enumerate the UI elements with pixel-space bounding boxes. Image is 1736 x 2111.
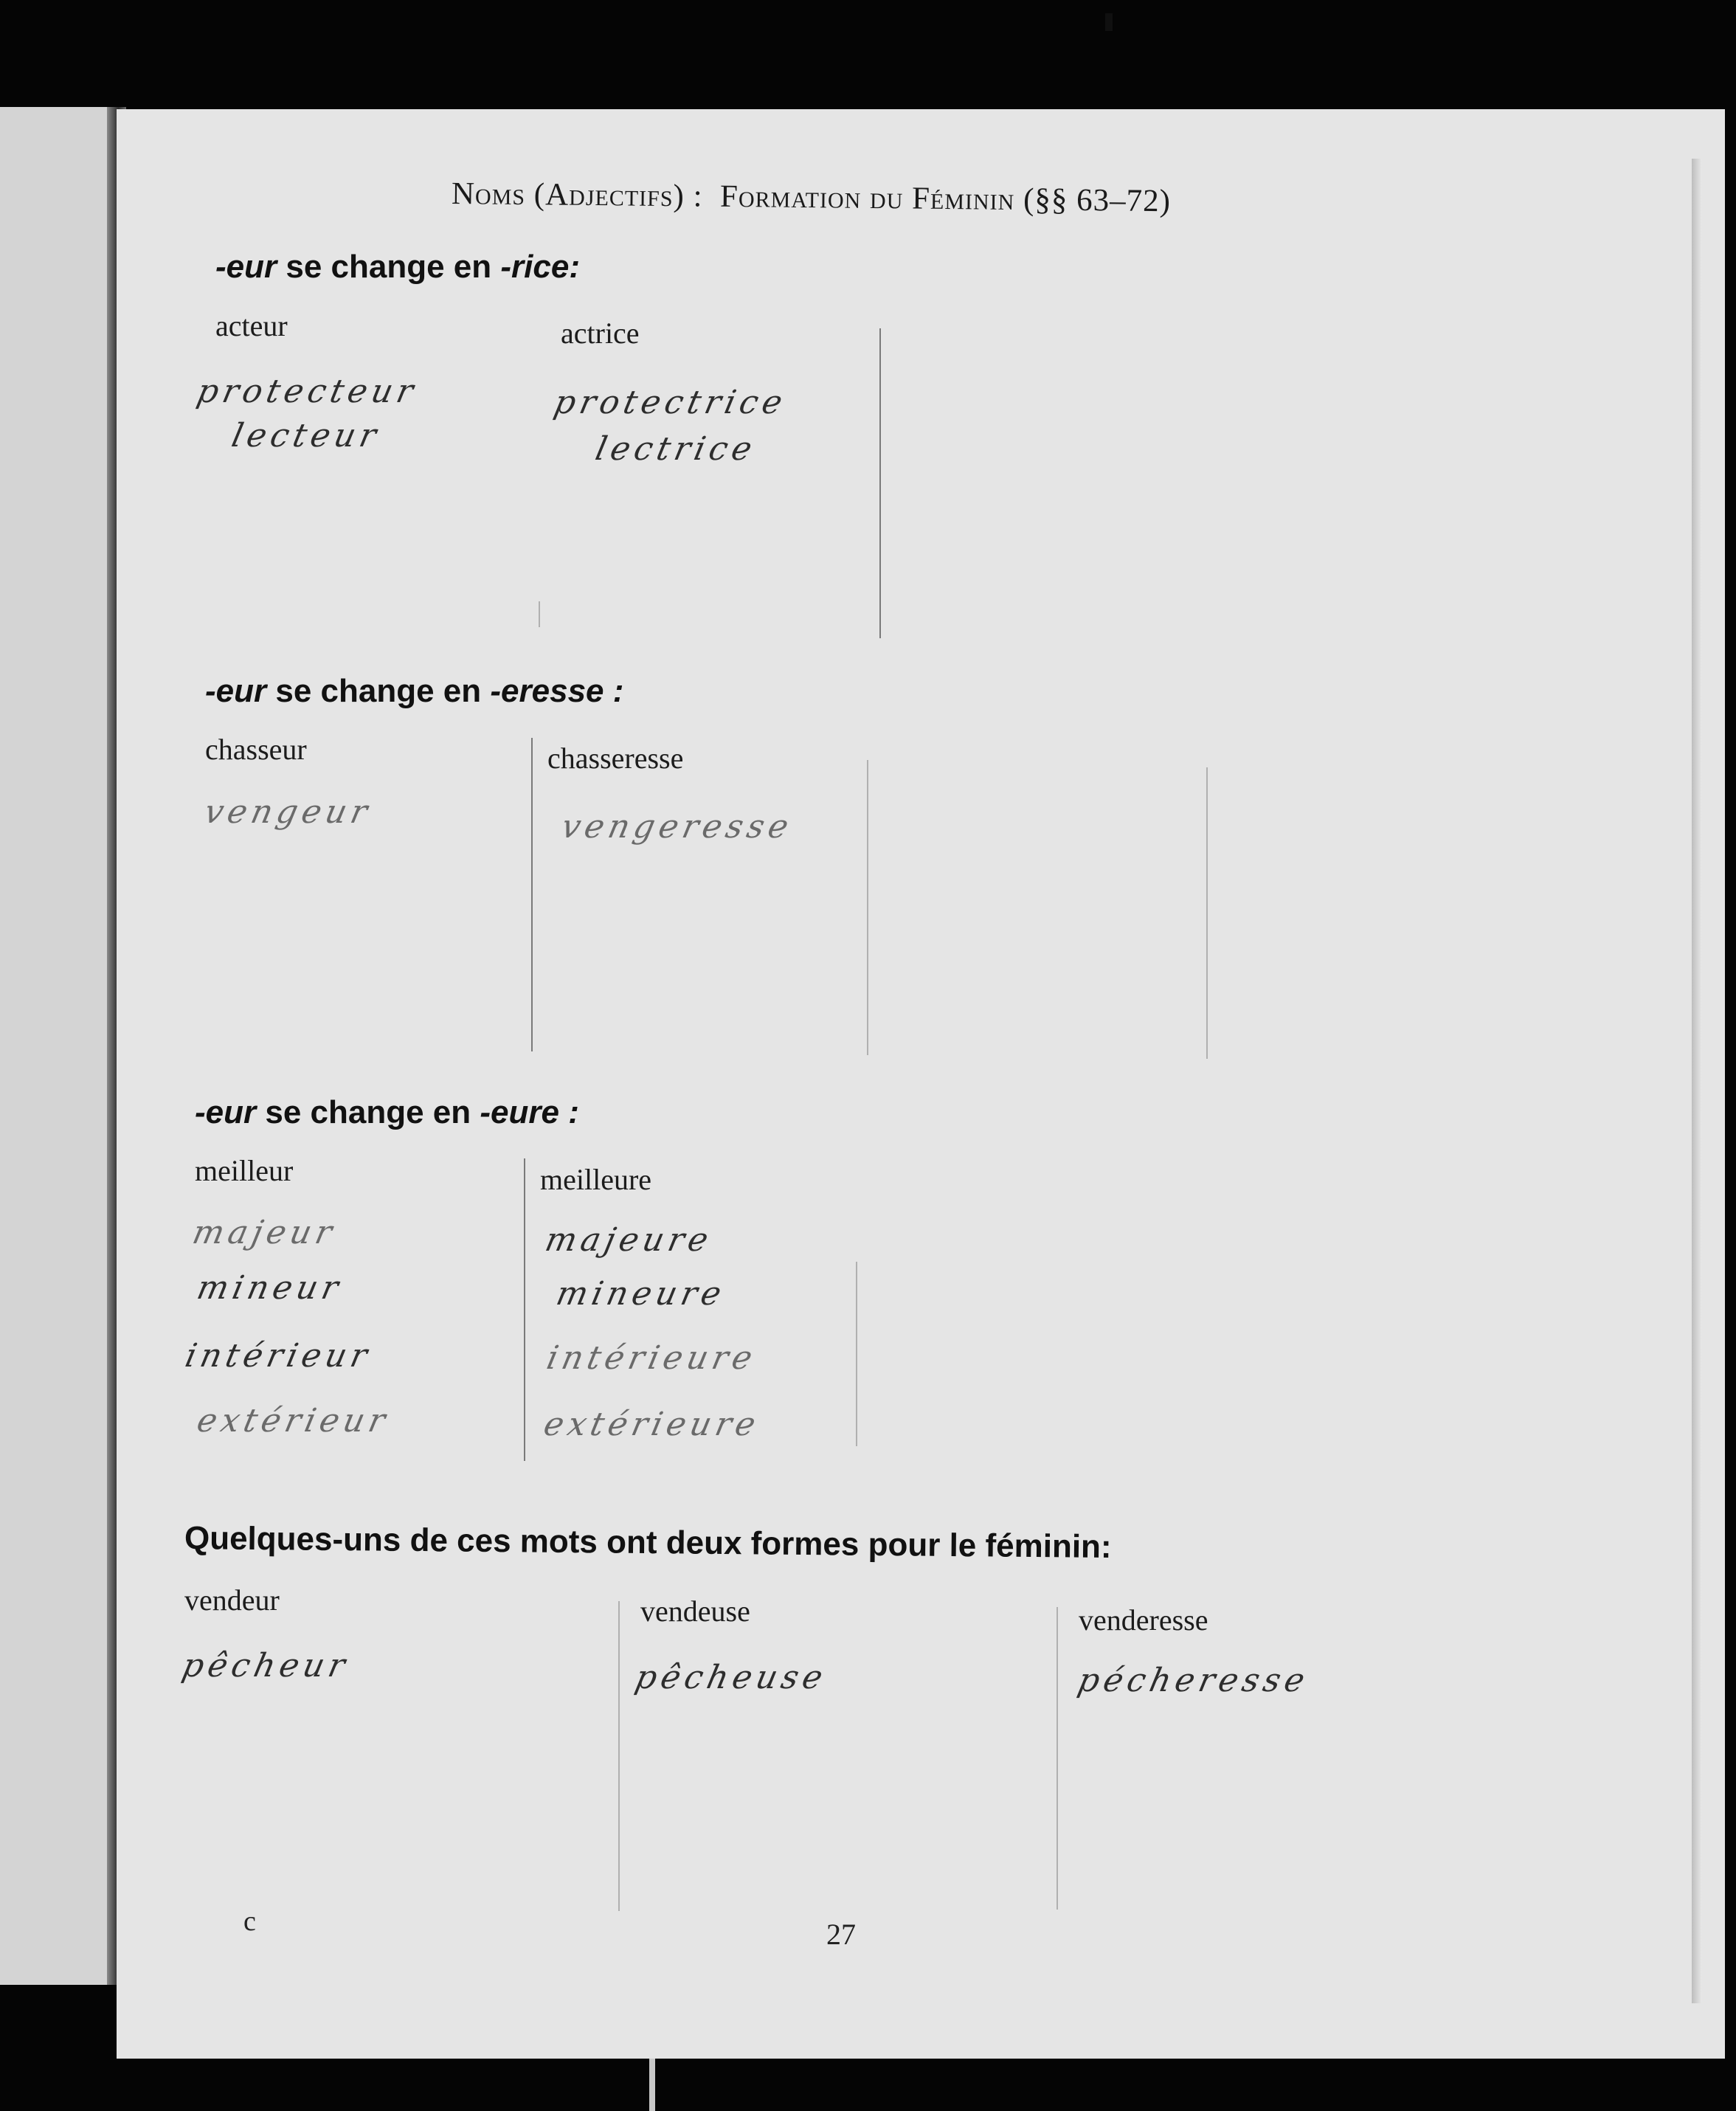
example-feminine: meilleure [540,1163,652,1196]
header-noms: Noms [451,176,526,213]
handwritten-entry: pêcheur [179,1647,353,1685]
handwritten-entry: intérieur [181,1337,376,1375]
page-right-edge [1692,159,1702,2003]
column-rule [524,1158,525,1461]
handwritten-entry: pêcheuse [632,1659,831,1696]
example-masculine: chasseur [205,733,307,766]
column-rule [879,328,881,638]
header-colon: : [693,179,703,214]
header-paragraphs: (§§ 63–72) [1023,182,1172,219]
example-feminine: chasseresse [547,742,684,775]
example-masculine: acteur [215,309,288,342]
title-suffix-old: -eur [215,249,277,285]
handwritten-entry: majeur [189,1214,340,1251]
handwritten-entry: extérieure [540,1406,764,1443]
column-rule [539,601,540,627]
title-suffix-new: -eresse : [490,673,624,709]
handwritten-entry: lectrice [592,430,760,468]
header-formation: Formation du Féminin [719,179,1015,217]
section-title-rice [215,249,580,286]
column-rule [856,1262,857,1446]
title-middle: se change en [286,249,492,285]
column-rule [531,738,533,1051]
section-title-eresse [205,673,623,710]
example-masculine: vendeur [184,1583,280,1617]
handwritten-entry: extérieur [193,1402,393,1440]
title-suffix-new: -rice: [500,249,580,285]
header-adjectifs: (Adjectifs) [533,177,685,214]
example-feminine-1: vendeuse [640,1595,750,1628]
handwritten-entry: vengeur [201,793,376,831]
title-suffix-new: -eure : [480,1094,579,1130]
handwritten-entry: protecteur [193,373,421,410]
example-feminine: actrice [561,317,640,350]
column-rule [1057,1607,1058,1910]
handwritten-entry: mineure [553,1275,730,1313]
handwritten-entry: pécheresse [1074,1662,1313,1699]
handwritten-entry: mineur [193,1269,346,1307]
column-rule [618,1601,620,1911]
title-middle: se change en [275,673,482,709]
section-title-eure [195,1094,579,1131]
page-number: 27 [826,1918,856,1951]
handwritten-entry: vengeresse [558,808,797,846]
column-rule [867,760,868,1055]
column-rule [1206,767,1208,1059]
scan-mark [1105,13,1113,31]
signature-mark: c [243,1906,256,1937]
handwritten-entry: intérieure [543,1339,761,1377]
handwritten-entry: majeure [542,1221,716,1259]
handwritten-entry: protectrice [550,384,790,421]
title-suffix-old: -eur [195,1094,257,1130]
title-suffix-old: -eur [205,673,267,709]
title-middle: se change en [265,1094,471,1130]
scan-mark [649,2059,655,2111]
example-feminine-2: venderesse [1079,1603,1208,1637]
page-header [452,176,1172,219]
handwritten-entry: lecteur [228,417,384,455]
section-title-two-forms: Quelques-uns de ces mots ont deux formes pour le féminin: [184,1520,1112,1566]
example-masculine: meilleur [195,1154,294,1187]
